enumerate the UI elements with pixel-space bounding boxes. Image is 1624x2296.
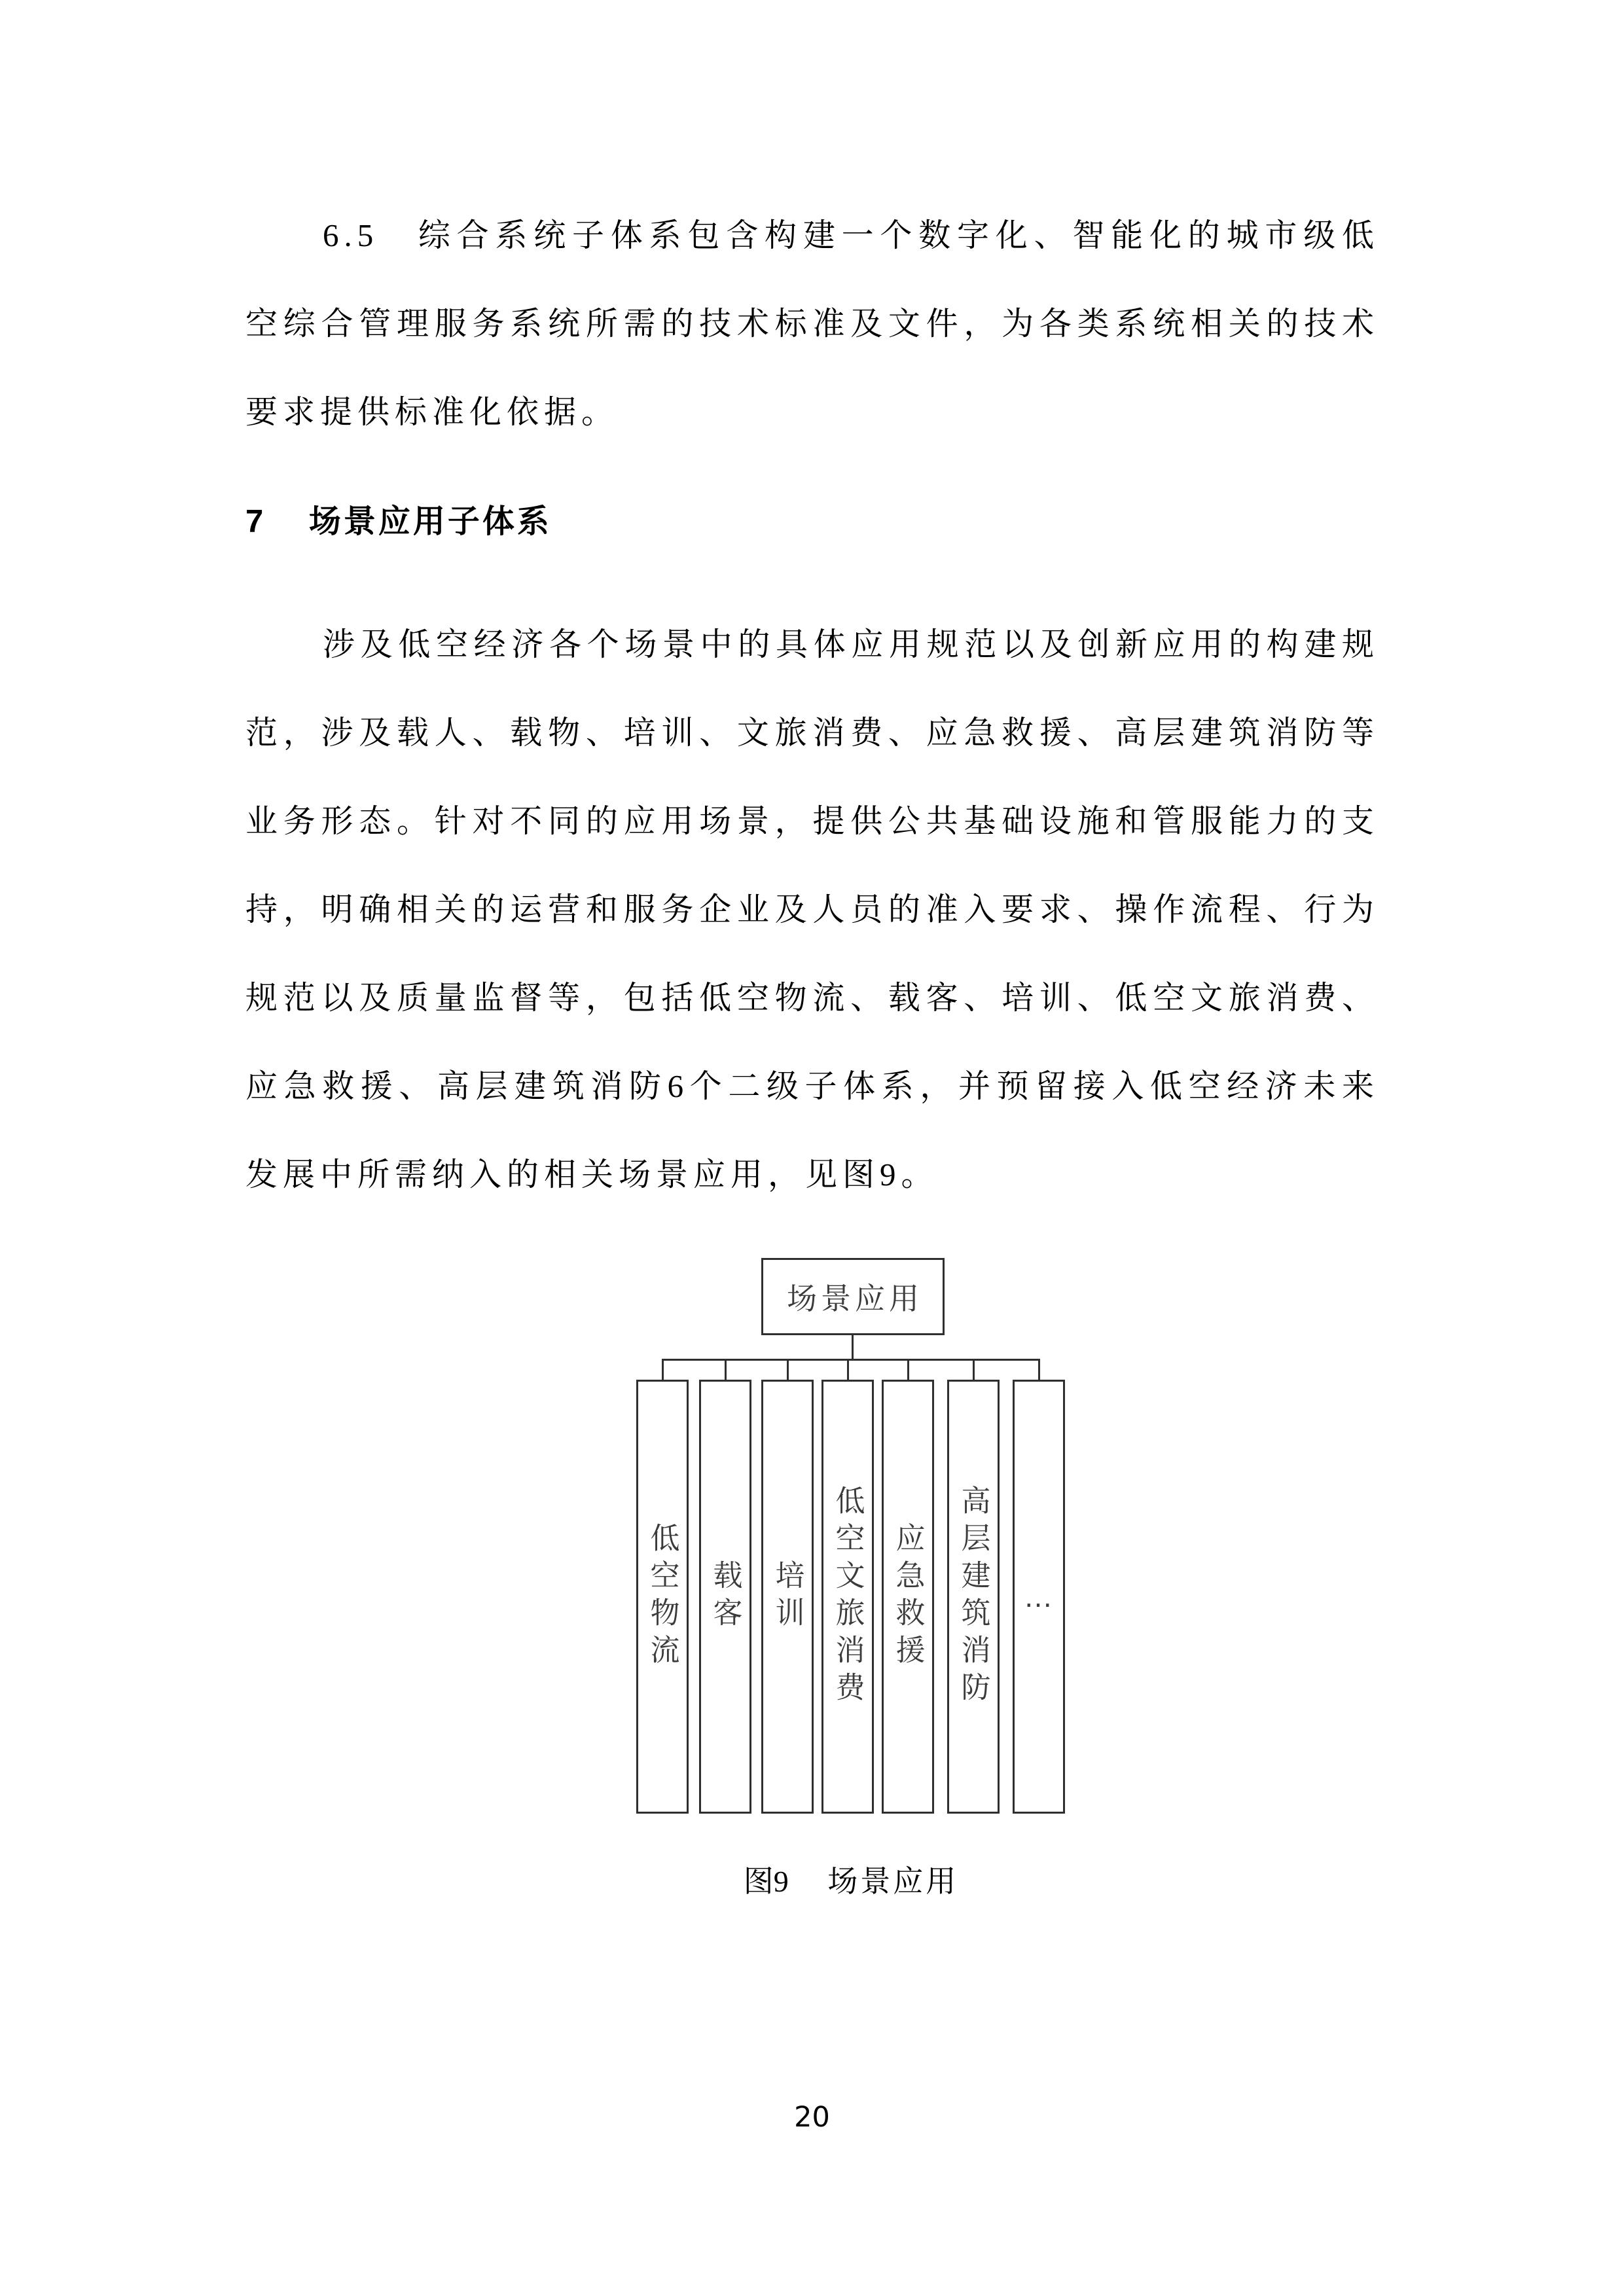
scenario-box — [761, 1380, 814, 1814]
scenario-box — [947, 1380, 1000, 1814]
connector-drop — [725, 1359, 727, 1382]
scenario-label: 载客 — [708, 1559, 742, 1634]
scenario-label: 应急救援 — [891, 1522, 925, 1672]
connector-drop — [973, 1359, 975, 1382]
page-number: 20 — [794, 2101, 830, 2134]
connector-stem — [852, 1334, 854, 1360]
scenario-box — [1013, 1380, 1065, 1814]
figure-root-box — [761, 1258, 945, 1335]
connector-drop — [1038, 1359, 1040, 1382]
figure-caption — [589, 1857, 1113, 1901]
caption-title: 场景应用 — [827, 1865, 959, 1898]
scenario-box — [821, 1380, 874, 1814]
scenario-box — [882, 1380, 934, 1814]
section-heading — [245, 492, 1379, 551]
connector-drop — [907, 1359, 909, 1382]
connector-hline — [662, 1359, 1040, 1361]
caption-prefix: 图9 — [743, 1865, 789, 1898]
paragraph-6-5: 6.5 综合系统子体系包含构建一个数字化、智能化的城市级低空综合管理服务系统所需的技术标准及文件，为各类系统相关的技术要求提供标准化依据。 — [245, 217, 1379, 430]
connector-drop — [787, 1359, 789, 1382]
heading-number: 7 — [245, 504, 264, 539]
connector-drop — [847, 1359, 849, 1382]
scenario-box — [636, 1380, 689, 1814]
paragraph-7: 涉及低空经济各个场景中的具体应用规范以及创新应用的构建规范，涉及载人、载物、培训、文旅消费、应急救援、高层建筑消防等业务形态。针对不同的应用场景，提供公共基础设施和管服能力的支持，明确相关的运营和服务企业及人员的准入要求、操作流程、行为规范以及质量监督等，包括低空物流、载客、培训、低空文旅消费、应急救援、高层建筑消防6个二级子体系，并预留接入低空经济未来发展中所需纳入的相关场景应用，见图9。 — [245, 626, 1379, 1193]
scenario-label: 高层建筑消防 — [956, 1484, 990, 1709]
scenario-label: 低空文旅消费 — [831, 1484, 865, 1709]
scenario-box — [699, 1380, 751, 1814]
heading-title: 场景应用子体系 — [308, 504, 552, 539]
figure-root-label: 场景应用 — [787, 1282, 923, 1316]
scenario-label: … — [1023, 1580, 1055, 1613]
scenario-label: 低空物流 — [645, 1522, 679, 1672]
scenario-label: 培训 — [770, 1559, 804, 1634]
connector-drop — [662, 1359, 664, 1382]
